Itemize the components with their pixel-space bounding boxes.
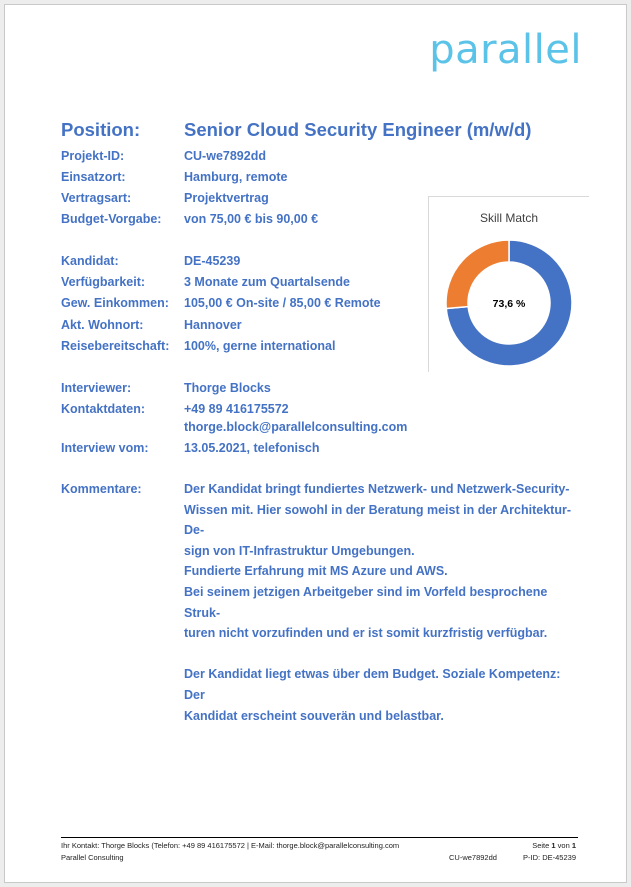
field-value: Thorge Blocks: [184, 381, 271, 395]
field-label: Kontaktdaten:: [61, 402, 146, 416]
donut-chart: [441, 235, 577, 371]
field-label: Projekt-ID:: [61, 149, 125, 163]
skill-match-chart: [428, 196, 589, 372]
footer-project-id: CU-we7892dd: [449, 853, 497, 862]
field-label: Vertragsart:: [61, 191, 132, 205]
field-label: Verfügbarkeit:: [61, 275, 146, 289]
field-label: Akt. Wohnort:: [61, 318, 144, 332]
field-value: von 75,00 € bis 90,00 €: [184, 212, 319, 226]
field-label: Interview vom:: [61, 441, 149, 455]
field-label: Gew. Einkommen:: [61, 296, 169, 310]
field-label: Reisebereitschaft:: [61, 339, 170, 353]
comment-line: turen nicht vorzufinden und er ist somit kurzfristig verfügbar.: [184, 626, 548, 641]
donut-center-label: 73,6 %: [492, 298, 526, 310]
field-value: CU-we7892dd: [184, 149, 266, 163]
field-label: Einsatzort:: [61, 170, 126, 184]
page-current: 1: [551, 841, 556, 850]
footer-divider: [61, 837, 578, 838]
position-title: Senior Cloud Security Engineer (m/w/d): [184, 119, 532, 140]
comment-line: Wissen mit. Hier sowohl in der Beratung meist in der Architektur-De-: [184, 502, 571, 538]
document-page: [4, 4, 627, 883]
comment-line: Der Kandidat bringt fundiertes Netzwerk- und Netzwerk-Security-: [184, 482, 570, 496]
field-value: 3 Monate zum Quartalsende: [184, 275, 351, 289]
field-value: Hamburg, remote: [184, 170, 288, 184]
field-label: Budget-Vorgabe:: [61, 212, 162, 226]
comments-label: Kommentare:: [61, 482, 142, 496]
comment-line: Fundierte Erfahrung mit MS Azure und AWS.: [184, 564, 448, 579]
field-value: 100%, gerne international: [184, 339, 336, 353]
comment-line: Der Kandidat liegt etwas über dem Budget. Soziale Kompetenz: Der: [184, 667, 561, 702]
field-value: 13.05.2021, telefonisch: [184, 441, 320, 455]
comment-spacer: [184, 644, 584, 665]
comment-line: sign von IT-Infrastruktur Umgebungen.: [184, 543, 415, 558]
position-label: Position:: [61, 119, 141, 140]
page-total: 1: [571, 841, 576, 850]
comments-text: [184, 479, 584, 726]
field-label: Interviewer:: [61, 381, 132, 395]
footer-contact: Ihr Kontakt: Thorge Blocks (Telefon: +49 89 416175572 | E-Mail: thorge.block@parallelconsulting.com: [61, 841, 400, 850]
field-label: Kandidat:: [61, 254, 119, 268]
page-mid: von: [555, 841, 572, 850]
chart-title: Skill Match: [479, 211, 538, 225]
email-value: thorge.block@parallelconsulting.com: [184, 420, 408, 434]
footer-page-number: [532, 841, 576, 850]
field-value: Hannover: [184, 318, 242, 332]
parallel-logo: parallel: [429, 27, 582, 73]
comment-line: Kandidat erscheint souverän und belastbar.: [184, 708, 444, 723]
field-value: 105,00 € On-site / 85,00 € Remote: [184, 296, 381, 310]
position-row: [61, 119, 532, 141]
page-prefix: Seite: [532, 841, 552, 850]
comment-line: Bei seinem jetzigen Arbeitgeber sind im Vorfeld besprochene Struk-: [184, 584, 548, 620]
footer-pid: P-ID: DE-45239: [523, 853, 576, 862]
footer-company: Parallel Consulting: [61, 853, 124, 862]
phone-value: +49 89 416175572: [184, 402, 289, 416]
field-value: DE-45239: [184, 254, 241, 268]
field-value: Projektvertrag: [184, 191, 269, 205]
